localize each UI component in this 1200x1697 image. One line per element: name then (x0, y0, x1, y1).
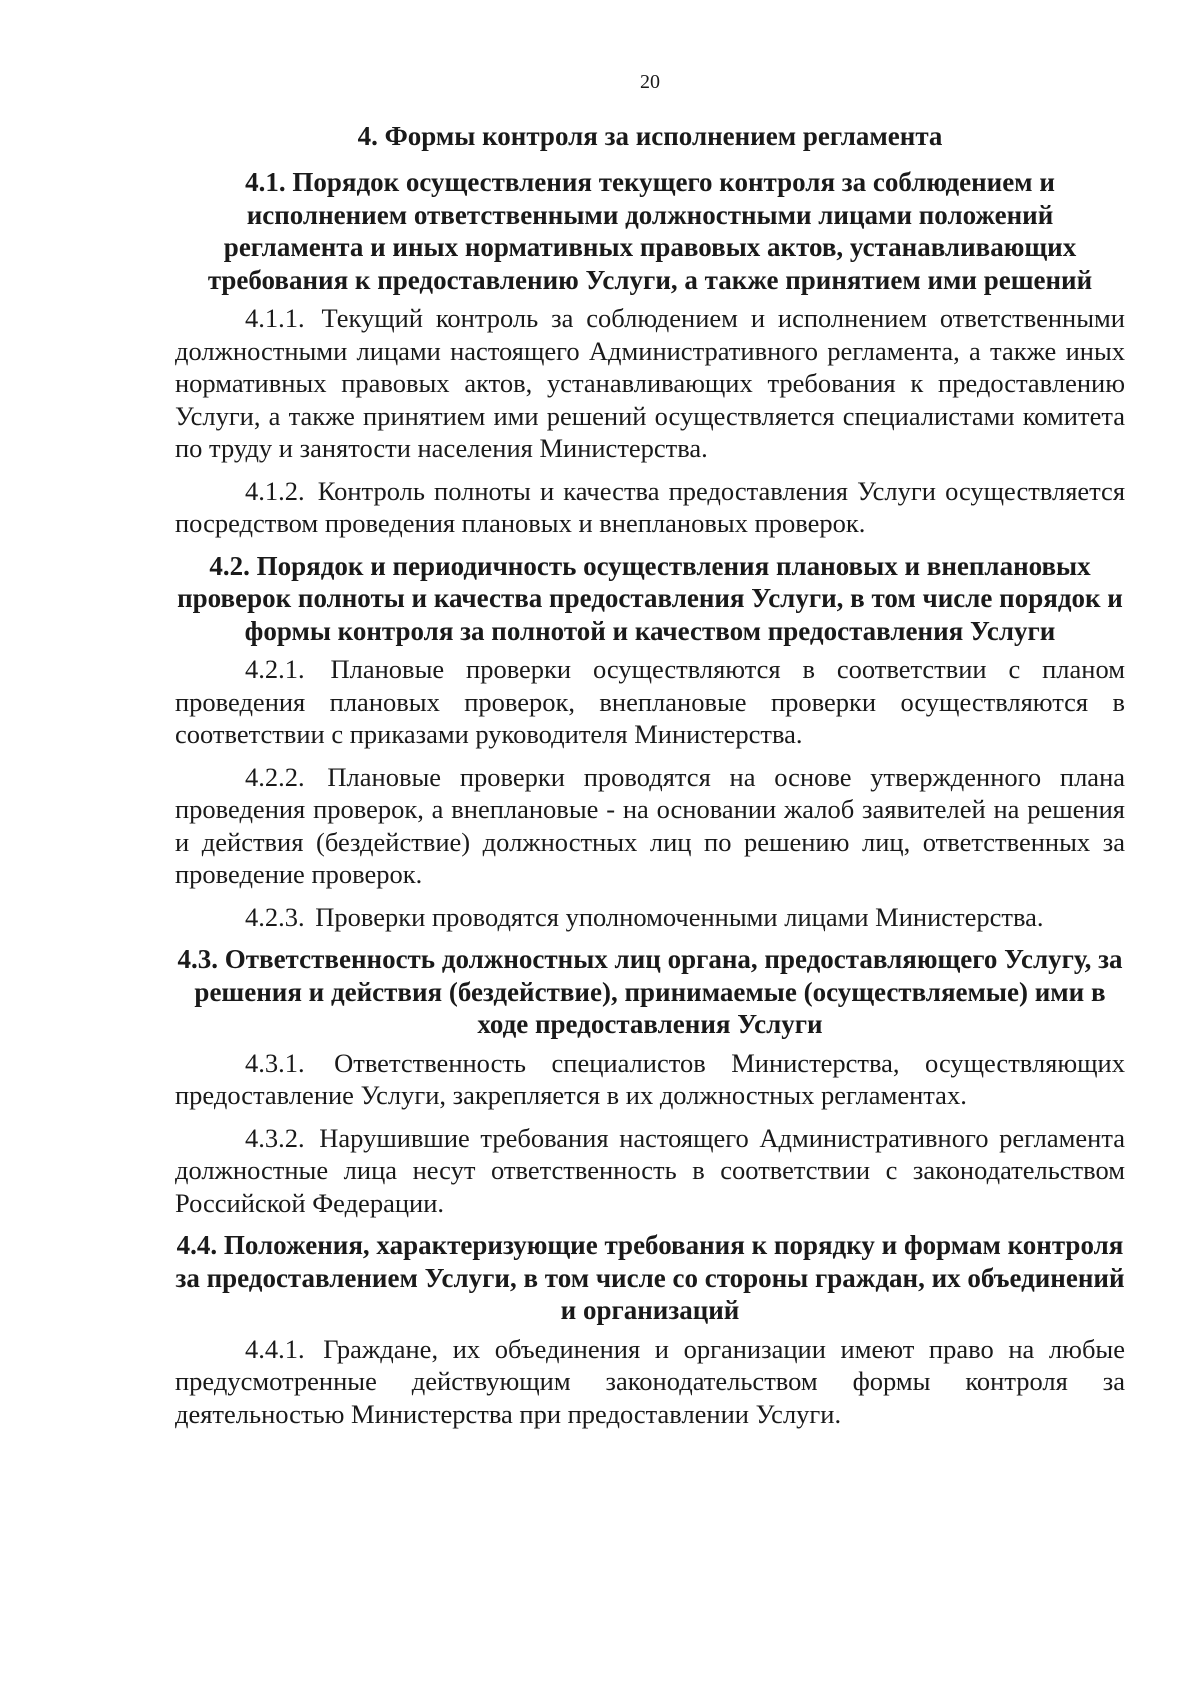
section-4-2 (175, 550, 1125, 934)
paragraph-text: Ответственность специалистов Министерства, осуществляющих предоставление Услуги, закрепляется в их должностных регламентах. (175, 1047, 1125, 1110)
paragraph-text: Нарушившие требования настоящего Административного регламента должностные лица несут ответственность в соответствии с законодательством Российской Федерации. (175, 1122, 1125, 1218)
section-heading: 4.3. Ответственность должностных лиц органа, предоставляющего Услугу, за решения и действия (бездействие), принимаемые (осуществляемые) ими в ходе предоставления Услуги (177, 944, 1123, 1039)
paragraph-number: 4.3.2. (245, 1122, 305, 1153)
paragraph-text: Плановые проверки проводятся на основе утвержденного плана проведения проверок, а внеплановые - на основании жалоб заявителей на решения и действия (бездействие) должностных лиц по решению лиц, ответственных за проведение проверок. (175, 761, 1126, 889)
paragraph-number: 4.2.3. (245, 901, 305, 932)
paragraph (175, 901, 1125, 934)
paragraph-text: Граждане, их объединения и организации имеют право на любые предусмотренные действующим законодательством формы контроля за деятельностью Министерства при предоставлении Услуги. (175, 1333, 1125, 1429)
paragraph-number: 4.1.1. (245, 303, 305, 333)
paragraph (175, 302, 1125, 465)
paragraph-text: Контроль полноты и качества предоставления Услуги осуществляется посредством проведения плановых и внеплановых проверок. (175, 475, 1126, 538)
paragraph-text: Текущий контроль за соблюдением и исполнением ответственными должностными лицами настоящего Административного регламента, а также иных нормативных правовых актов, устанавливающих требования к предоставлению Услуги, а также принятием ими решений осуществляется специалистами комитета по труду и занятости населения Министерства. (175, 303, 1125, 463)
paragraph (175, 1047, 1125, 1112)
paragraph-number: 4.2.1. (245, 654, 305, 684)
section-heading: 4.1. Порядок осуществления текущего контроля за соблюдением и исполнением ответственными должностными лицами положений регламента и иных нормативных правовых актов, устанавливающих требования к предоставлению Услуги, а также принятием ими решений (207, 167, 1093, 295)
section-heading: 4.4. Положения, характеризующие требования к порядку и формам контроля за предоставлением Услуги, в том числе со стороны граждан, их объединений и организаций (175, 1230, 1125, 1325)
paragraph-number: 4.4.1. (245, 1333, 305, 1364)
paragraph-number: 4.2.2. (245, 761, 305, 792)
page-number: 20 (640, 71, 660, 93)
paragraph-number: 4.1.2. (245, 475, 305, 506)
paragraph (175, 761, 1125, 891)
section-heading: 4.2. Порядок и периодичность осуществления плановых и внеплановых проверок полноты и качества предоставления Услуги, в том числе порядок и формы контроля за полнотой и качеством предоставления Услуги (177, 550, 1123, 646)
paragraph-number: 4.3.1. (245, 1047, 305, 1078)
section-4-3 (175, 943, 1125, 1219)
section-4-4 (175, 1229, 1125, 1430)
paragraph (175, 653, 1125, 751)
paragraph-text: Плановые проверки осуществляются в соответствии с планом проведения плановых проверок, внеплановые проверки осуществляются в соответствии с приказами руководителя Министерства. (175, 654, 1125, 749)
paragraph (175, 1122, 1125, 1220)
paragraph (175, 1333, 1125, 1431)
document-page (175, 70, 1125, 1440)
paragraph-text: Проверки проводятся уполномоченными лицами Министерства. (315, 901, 1044, 932)
section-4-1 (175, 166, 1125, 540)
paragraph (175, 475, 1125, 540)
chapter-title: 4. Формы контроля за исполнением регламента (357, 121, 943, 151)
